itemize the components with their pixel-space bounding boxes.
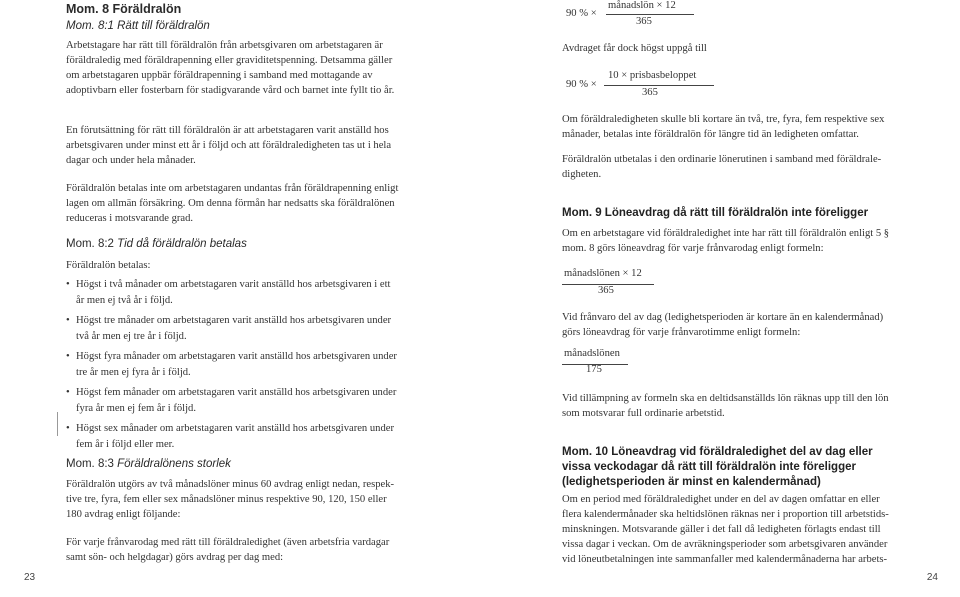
section-9-title: Mom. 9 Löneavdrag då rätt till föräldralön inte föreligger [562,207,869,219]
formula-denominator: 175 [586,364,602,375]
chapter-title: Mom. 8 Föräldralön [66,2,182,16]
fraction-bar [606,14,694,15]
paragraph-part-time: Vid tillämpning av formeln ska en deltidsanställds lön räknas upp till den lön som motsvarar full ordinarie arbetstid. [562,393,889,419]
formula-prefix: 90 % × [566,79,597,90]
revision-bar [57,412,58,436]
paragraph-size-of-pay: Föräldralön utgörs av två månadslöner minus 60 avdrag enligt nedan, respektive tre, fyra, fem eller sex månadslöner minus respektive 90, 120, 150 eller 180 avdrag enligt följande: [66,479,395,520]
section-8-2-heading: Tid då föräldralön betalas [117,238,247,250]
paragraph-section-9: Om en arbetstagare vid föräldraledighet inte har rätt till föräldralön enligt 5 § mom. 8 görs löneavdrag för varje frånvarodag enligt formeln: [562,228,890,254]
formula-denominator: 365 [642,87,658,98]
list-item: • Högst fyra månader om arbetstagaren varit anställd hos arbetsgivaren under tre år men ej fyra år i följd. [66,349,400,380]
paragraph-payout: Föräldralön utbetalas i den ordinarie lönerutinen i samband med föräldraledigheten. [562,154,882,180]
list-item: • Högst tre månader om arbetstagaren varit anställd hos arbetsgivaren under två år men ej tre år i följd. [66,313,400,344]
paragraph-shorter-leave: Om föräldraledigheten skulle bli kortare än två, tre, fyra, fem respektive sex månader, betalas inte föräldralön för längre tid än ledigheten omfattar. [562,114,885,140]
list-item: • Högst i två månader om arbetstagaren varit anställd hos arbetsgivaren i ett år men ej två år i följd. [66,277,400,308]
fraction-bar [604,85,714,86]
formula-prefix: 90 % × [566,8,597,19]
paragraph-deduction-per-day: För varje frånvarodag med rätt till föräldraledighet (även arbetsfria vardagar samt sön- och helgdagar) görs avdrag per dag med: [66,537,390,563]
formula-max-deduction [566,70,716,100]
page-number-right: 24 [926,572,938,583]
section-8-2-prefix: Mom. 8:2 [66,238,114,250]
list-item: • Högst fem månader om arbetstagaren varit anställd hos arbetsgivaren under fyra år men ej fem år i följd. [66,385,400,416]
formula-numerator: månadslönen × 12 [564,268,642,279]
section-8-1-title: Mom. 8:1 Rätt till föräldralön [66,20,210,32]
max-deduction-text: Avdraget får dock högst uppgå till [562,43,707,54]
formula-daily-deduction [562,268,662,298]
formula-denominator: 365 [636,16,652,27]
section-8-3-heading: Föräldralönens storlek [117,458,231,470]
formula-numerator: månadslönen [564,348,620,359]
section-8-2-title [66,237,400,251]
formula-numerator: 10 × prisbasbeloppet [608,70,697,81]
payment-period-list [66,277,400,452]
paragraph-not-paid: Föräldralön betalas inte om arbetstagaren undantas från föräldrapenning enligt lagen om allmän försäkring. Om denna förmån har nedsatts ska föräldralönen reduceras i motsvarande grad. [66,183,399,224]
list-item: • Högst sex månader om arbetstagaren varit anställd hos arbetsgivaren under fem år i följd eller mer. [66,421,400,452]
formula-denominator: 365 [598,285,614,296]
paragraph-partial-day: Vid frånvaro del av dag (ledighetsperioden är kortare än en kalendermånad) görs löneavdrag för varje frånvarotimme enligt formeln: [562,312,884,338]
right-page [480,0,960,597]
paragraph-right-to-parental-pay: Arbetstagare har rätt till föräldralön från arbetsgivaren om arbetstagaren är föräldraledig med föräldrapenning eller graviditetspenning. Detsamma gäller om arbetstagaren uppbär föräldrapenning i samband med mottagande av adoptivbarn eller fosterbarn för stadigvarande vård och barnet inte fyllt tio år. [66,40,395,96]
formula-numerator: månadslön × 12 [608,0,676,11]
paragraph-prerequisite: En förutsättning för rätt till föräldralön är att arbetstagaren varit anställd hos arbetsgivaren under minst ett år i följd och att föräldraledigheten tas ut i hela dagar och under hela månader. [66,125,392,166]
section-8-2-lead: Föräldralön betalas: [66,260,151,271]
formula-hourly-deduction [562,348,642,378]
paragraph-section-10: Om en period med föräldraledighet under en del av dagen omfattar en eller flera kalendermånader ska heltidslönen räknas ner i proportion till arbetstidsminskningen. Motsvarande gäller i det fall då ledigheten förlagts endast till vissa dagar i veckan. Om de avräkningsperioder som arbetsgivaren använder vid löneutbetalningen inte sammanfaller med kalendermånaderna har arbets- [562,494,889,565]
section-8-3-prefix: Mom. 8:3 [66,458,114,470]
formula-deduction [566,0,696,30]
section-10-title: Mom. 10 Löneavdrag vid föräldraledighet del av dag eller vissa veckodagar då rätt till föräldralön inte föreligger (ledighetsperioden är minst en kalendermånad) [562,446,873,488]
page-number-left: 23 [24,572,36,583]
section-8-3-title [66,457,400,471]
